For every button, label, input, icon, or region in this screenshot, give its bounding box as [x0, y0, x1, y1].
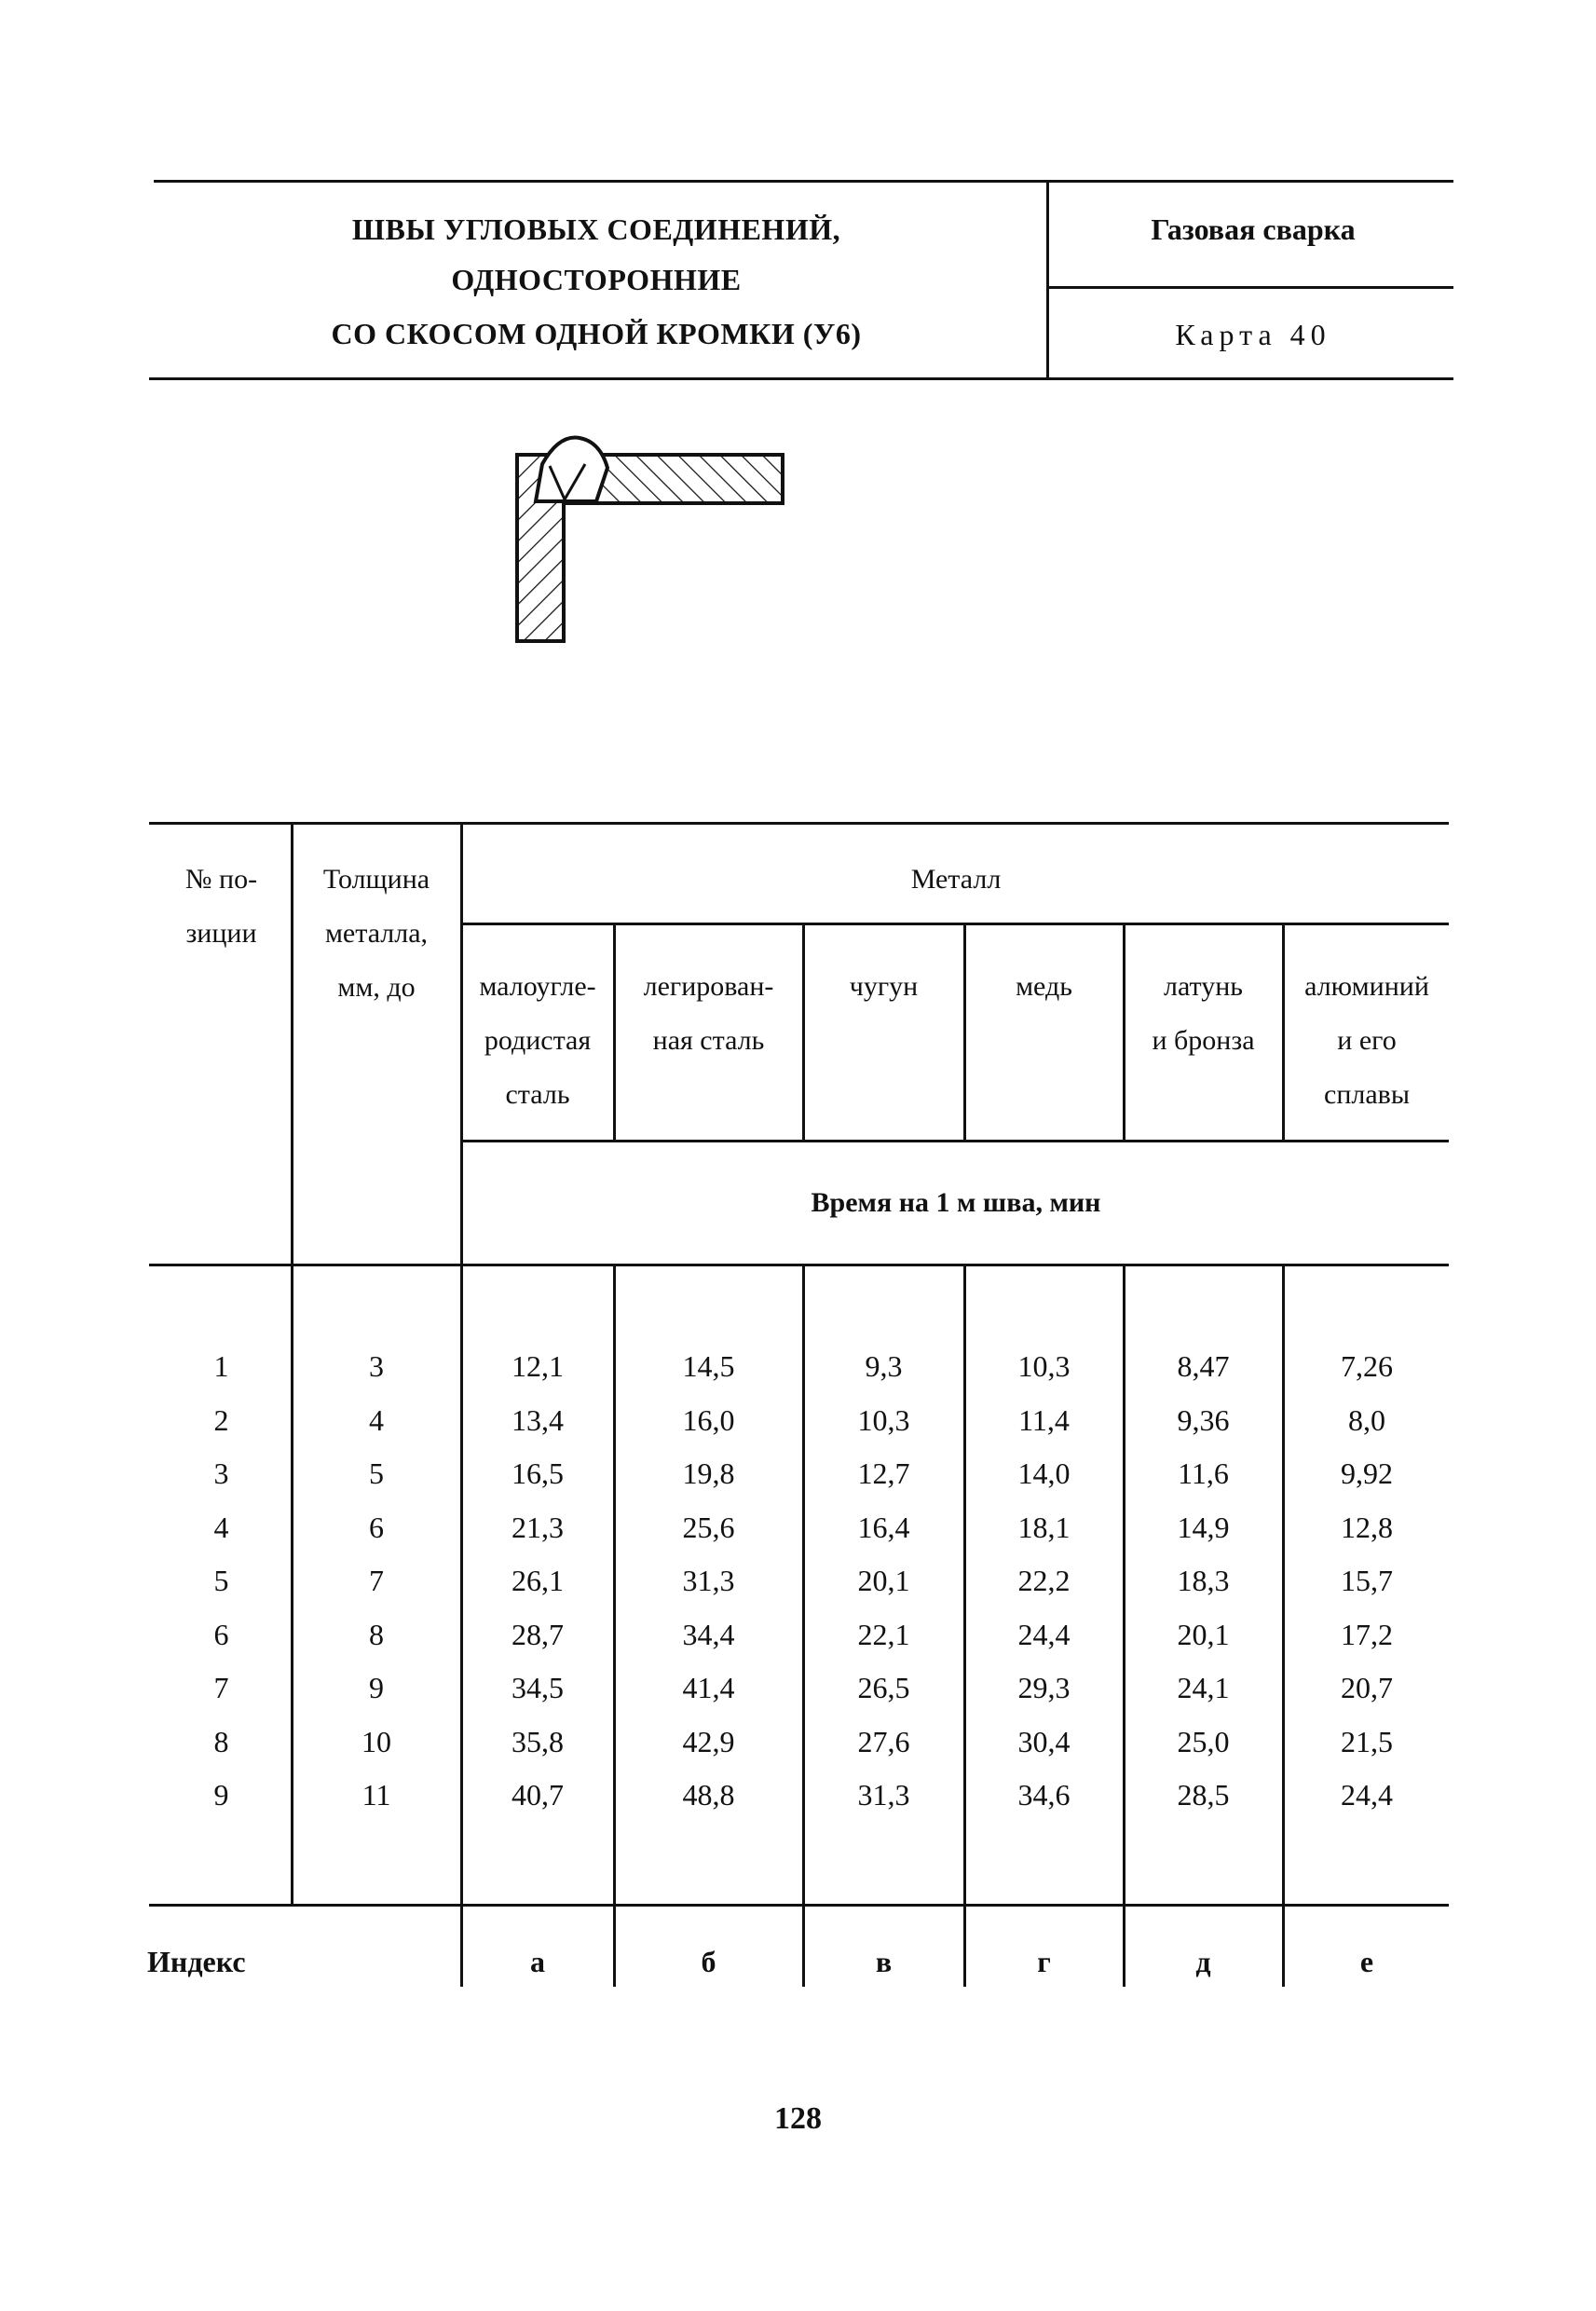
cell-brass-bronze: 14,9	[1177, 1510, 1230, 1544]
title-line-3: СО СКОСОМ ОДНОЙ КРОМКИ (У6)	[331, 317, 862, 350]
cell-low-carbon-steel: 28,7	[512, 1617, 564, 1651]
cell-cast-iron: 12,7	[857, 1456, 910, 1490]
cell-position: 7	[213, 1671, 229, 1704]
index-e: е	[1359, 1945, 1374, 1978]
index-label: Индекс	[147, 1945, 246, 1978]
cell-thickness: 7	[369, 1564, 384, 1597]
cell-copper: 18,1	[1017, 1510, 1071, 1544]
title-line-2: ОДНОСТОРОННИЕ	[451, 263, 742, 296]
cell-thickness: 10	[361, 1724, 391, 1758]
cell-thickness: 11	[361, 1778, 391, 1812]
cell-thickness: 6	[369, 1510, 384, 1544]
metal-brass-bronze: латунь и бронза	[1152, 971, 1255, 1056]
cell-brass-bronze: 20,1	[1177, 1617, 1230, 1651]
header-right-rule	[1046, 286, 1453, 289]
weld-bead	[536, 438, 607, 501]
cell-alloy-steel: 34,4	[682, 1617, 735, 1651]
cell-copper: 34,6	[1017, 1778, 1071, 1812]
cell-position: 8	[213, 1724, 229, 1758]
cell-alloy-steel: 16,0	[682, 1402, 735, 1437]
index-b: б	[701, 1945, 716, 1978]
cell-aluminium: 8,0	[1348, 1402, 1385, 1437]
corner-joint-diagram	[503, 429, 801, 652]
index-v: в	[875, 1945, 893, 1978]
cell-cast-iron: 9,3	[865, 1349, 903, 1383]
title-line-1: ШВЫ УГЛОВЫХ СОЕДИНЕНИЙ,	[351, 212, 841, 246]
welding-method: Газовая сварка	[1151, 212, 1356, 246]
cell-thickness: 4	[369, 1402, 384, 1437]
cell-cast-iron: 27,6	[857, 1724, 910, 1758]
table-top-rule	[149, 822, 1449, 825]
cell-low-carbon-steel: 34,5	[512, 1671, 564, 1704]
cell-brass-bronze: 8,47	[1177, 1349, 1230, 1383]
cell-position: 6	[213, 1617, 229, 1651]
cell-aluminium: 17,2	[1341, 1617, 1393, 1651]
metal-aluminium: алюминий и его сплавы	[1304, 971, 1429, 1110]
cell-position: 3	[213, 1456, 229, 1490]
cell-aluminium: 7,26	[1341, 1349, 1393, 1383]
table-header-bottom-rule	[149, 1264, 1449, 1266]
page-number: 128	[774, 2101, 822, 2136]
cell-low-carbon-steel: 26,1	[512, 1564, 564, 1597]
col-thickness-header: Толщина металла, мм, до	[322, 864, 430, 1003]
col-sep-4	[802, 923, 805, 1140]
cell-brass-bronze: 18,3	[1177, 1564, 1230, 1597]
table-body-bottom-rule	[149, 1904, 1449, 1907]
cell-copper: 11,4	[1018, 1402, 1070, 1437]
col-position-header: № по- зиции	[184, 864, 258, 949]
index-d: д	[1195, 1945, 1211, 1978]
metal-alloy-steel: легирован- ная сталь	[643, 971, 774, 1056]
cell-alloy-steel: 14,5	[682, 1349, 735, 1383]
cell-position: 4	[213, 1510, 229, 1544]
cell-copper: 22,2	[1017, 1564, 1071, 1597]
cell-thickness: 9	[369, 1671, 384, 1704]
cell-low-carbon-steel: 12,1	[512, 1349, 564, 1383]
cell-aluminium: 9,92	[1341, 1456, 1393, 1490]
card-number: Карта 40	[1175, 318, 1331, 351]
col-sep-5	[963, 923, 966, 1140]
cell-copper: 29,3	[1017, 1671, 1071, 1704]
cell-cast-iron: 26,5	[857, 1671, 910, 1704]
header-divider	[1046, 180, 1049, 380]
cell-brass-bronze: 28,5	[1177, 1778, 1230, 1812]
cell-alloy-steel: 19,8	[682, 1456, 735, 1490]
cell-cast-iron: 31,3	[857, 1778, 910, 1812]
cell-low-carbon-steel: 16,5	[512, 1456, 564, 1490]
header-top-rule	[154, 180, 1453, 183]
header-bottom-rule	[149, 377, 1453, 380]
cell-aluminium: 12,8	[1341, 1510, 1393, 1544]
metal-names-rule	[461, 1140, 1449, 1142]
cell-alloy-steel: 25,6	[682, 1510, 735, 1544]
metal-header-rule	[461, 923, 1449, 925]
time-header: Время на 1 м шва, мин	[811, 1187, 1101, 1218]
metal-low-carbon-steel: малоугле- родистая сталь	[479, 971, 596, 1110]
cell-cast-iron: 22,1	[857, 1617, 910, 1651]
cell-aluminium: 24,4	[1341, 1778, 1393, 1812]
cell-thickness: 8	[369, 1617, 384, 1651]
cell-low-carbon-steel: 21,3	[512, 1510, 564, 1544]
cell-low-carbon-steel: 35,8	[512, 1724, 564, 1758]
cell-low-carbon-steel: 13,4	[512, 1402, 564, 1437]
cell-position: 2	[213, 1402, 229, 1437]
metal-header: Металл	[910, 864, 1002, 895]
cell-brass-bronze: 25,0	[1177, 1724, 1230, 1758]
cell-thickness: 5	[369, 1456, 384, 1490]
cell-brass-bronze: 9,36	[1177, 1402, 1230, 1437]
cell-copper: 30,4	[1017, 1724, 1071, 1758]
cell-low-carbon-steel: 40,7	[512, 1778, 564, 1812]
cell-cast-iron: 20,1	[857, 1564, 910, 1597]
cell-position: 1	[213, 1349, 229, 1383]
cell-copper: 10,3	[1017, 1349, 1071, 1383]
cell-copper: 14,0	[1017, 1456, 1071, 1490]
cell-cast-iron: 16,4	[857, 1510, 910, 1544]
index-g: г	[1037, 1945, 1051, 1978]
cell-alloy-steel: 41,4	[682, 1671, 735, 1704]
cell-aluminium: 21,5	[1341, 1724, 1393, 1758]
cell-alloy-steel: 48,8	[682, 1778, 735, 1812]
cell-aluminium: 15,7	[1341, 1564, 1393, 1597]
index-a: а	[530, 1945, 545, 1978]
metal-cast-iron: чугун	[849, 971, 919, 1002]
cell-brass-bronze: 11,6	[1178, 1456, 1229, 1490]
metal-copper: медь	[1016, 971, 1072, 1002]
cell-alloy-steel: 31,3	[682, 1564, 735, 1597]
cell-aluminium: 20,7	[1341, 1671, 1393, 1704]
cell-cast-iron: 10,3	[857, 1402, 910, 1437]
cell-position: 5	[213, 1564, 229, 1597]
cell-brass-bronze: 24,1	[1177, 1671, 1230, 1704]
cell-copper: 24,4	[1017, 1617, 1071, 1651]
cell-position: 9	[213, 1778, 229, 1812]
cell-thickness: 3	[369, 1349, 384, 1383]
cell-alloy-steel: 42,9	[682, 1724, 735, 1758]
